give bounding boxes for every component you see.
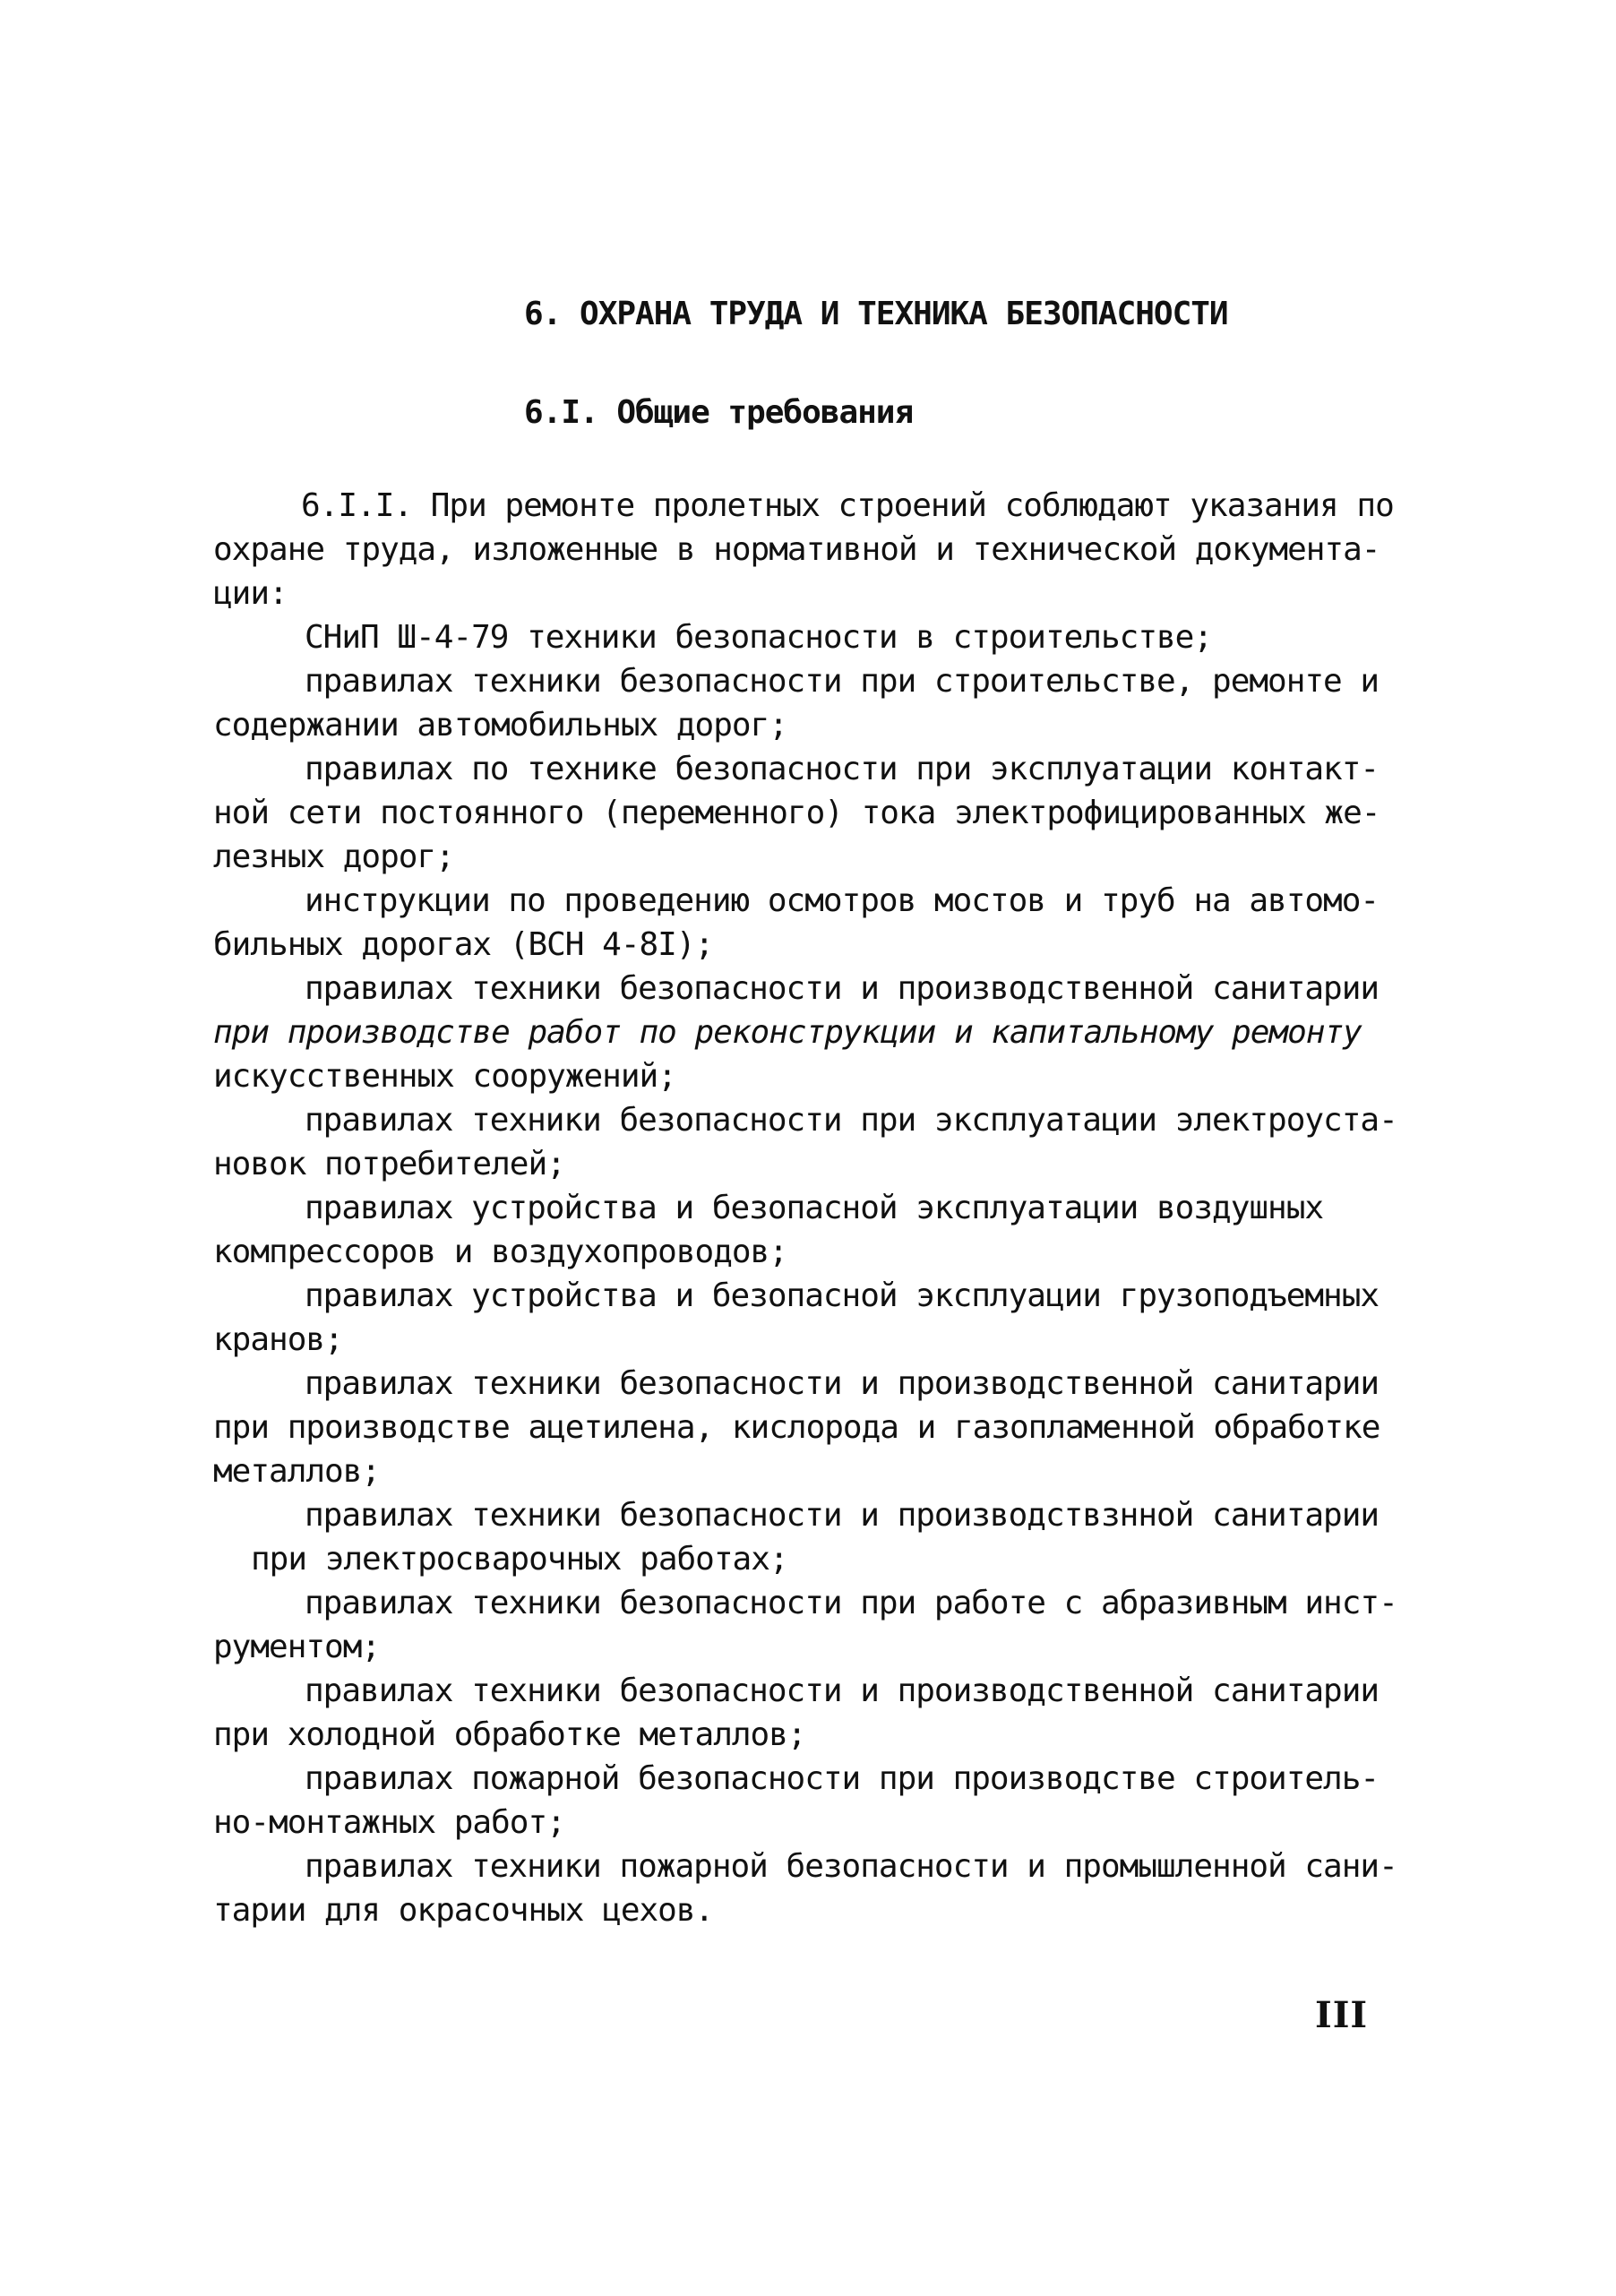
paragraph-line: металлов; [213,1453,381,1490]
paragraph-line: кранов; [213,1321,343,1358]
list-item-road-construction-rules [213,659,1380,747]
paragraph-line: лезных дорог; [213,838,454,875]
paragraph-line: правилах техники безопасности при строительстве, ремонте и [305,663,1380,700]
page-number: III [1315,1994,1369,2036]
paragraph-line: при холодной обработке металлов; [213,1716,806,1753]
section-title: 6. ОХРАНА ТРУДА И ТЕХНИКА БЕЗОПАСНОСТИ [524,296,1228,332]
paragraph-line: правилах техники безопасности при эксплуатации электроуста- [305,1102,1397,1139]
paragraph-line: искусственных сооружений; [213,1058,676,1095]
list-item-contact-network-rules [213,747,1380,879]
paragraph-line: бильных дорогах (ВСН 4-8I); [213,926,714,963]
list-item-cold-metalworking-rules [213,1669,1380,1757]
paragraph-line: рументом; [213,1629,381,1665]
list-item-electrical-installations-rules [213,1098,1397,1186]
list-item-painting-shop-rules [213,1845,1397,1932]
subsection-title: 6.I. Общие требования [524,394,914,431]
body-text [213,484,1397,1932]
paragraph-line: ции: [213,575,288,612]
list-item-crane-rules [213,1274,1380,1362]
paragraph-line: правилах техники безопасности и производственной санитарии [305,970,1380,1007]
list-item-gas-flame-rules [213,1362,1380,1493]
paragraph-line: правилах пожарной безопасности при производстве строитель- [305,1760,1380,1797]
paragraph-line: охране труда, изложенные в нормативной и технической документа- [213,531,1380,568]
list-item-electric-welding-rules [213,1493,1380,1581]
paragraph-line: инструкции по проведению осмотров мостов и труб на автомо- [305,882,1380,919]
list-item-bridge-inspection-instruction [213,879,1380,967]
paragraph-line: но-монтажных работ; [213,1804,565,1841]
list-item-reconstruction-rules [213,967,1380,1098]
list-item-air-compressor-rules [213,1186,1369,1274]
paragraph-line: правилах по технике безопасности при эксплуатации контакт- [305,751,1380,787]
paragraph-line: правилах техники безопасности и производствзнной санитарии [305,1497,1380,1534]
paragraph-line: СНиП Ш-4-79 техники безопасности в строительстве; [305,619,1213,656]
paragraph-line: правилах устройства и безопасной эксплуации грузоподъемных [305,1277,1380,1314]
paragraph-line: правилах устройства и безопасной эксплуатации воздушных [305,1190,1324,1226]
paragraph-line: правилах техники пожарной безопасности и промышленной сани- [305,1848,1397,1885]
paragraph-line: правилах техники безопасности и производственной санитарии [305,1365,1380,1402]
paragraph-line: компрессоров и воздухопроводов; [213,1234,787,1270]
paragraph-line: при производстве ацетилена, кислорода и газопламенной обработке [213,1409,1380,1446]
list-item-abrasive-tool-rules [213,1581,1397,1669]
paragraph-line: 6.I.I. При ремонте пролетных строений соблюдают указания по [301,487,1394,524]
paragraph-line: при электросварочных работах; [251,1541,788,1578]
paragraph-line: правилах техники безопасности и производственной санитарии [305,1673,1380,1709]
paragraph-6-1-1 [213,484,1394,615]
paragraph-line: новок потребителей; [213,1146,565,1182]
paragraph-line: ной сети постоянного (переменного) тока электрофицированных же- [213,795,1380,831]
list-item-snip [213,615,1369,659]
paragraph-line: содержании автомобильных дорог; [213,707,787,744]
paragraph-line: тарии для окрасочных цехов. [213,1892,714,1929]
list-item-fire-safety-construction-rules [213,1757,1380,1845]
paragraph-line: правилах техники безопасности при работе с абразивным инст- [305,1585,1397,1621]
paragraph-line: при производстве работ по реконструкции и капитальному ремонту [213,1014,1362,1051]
